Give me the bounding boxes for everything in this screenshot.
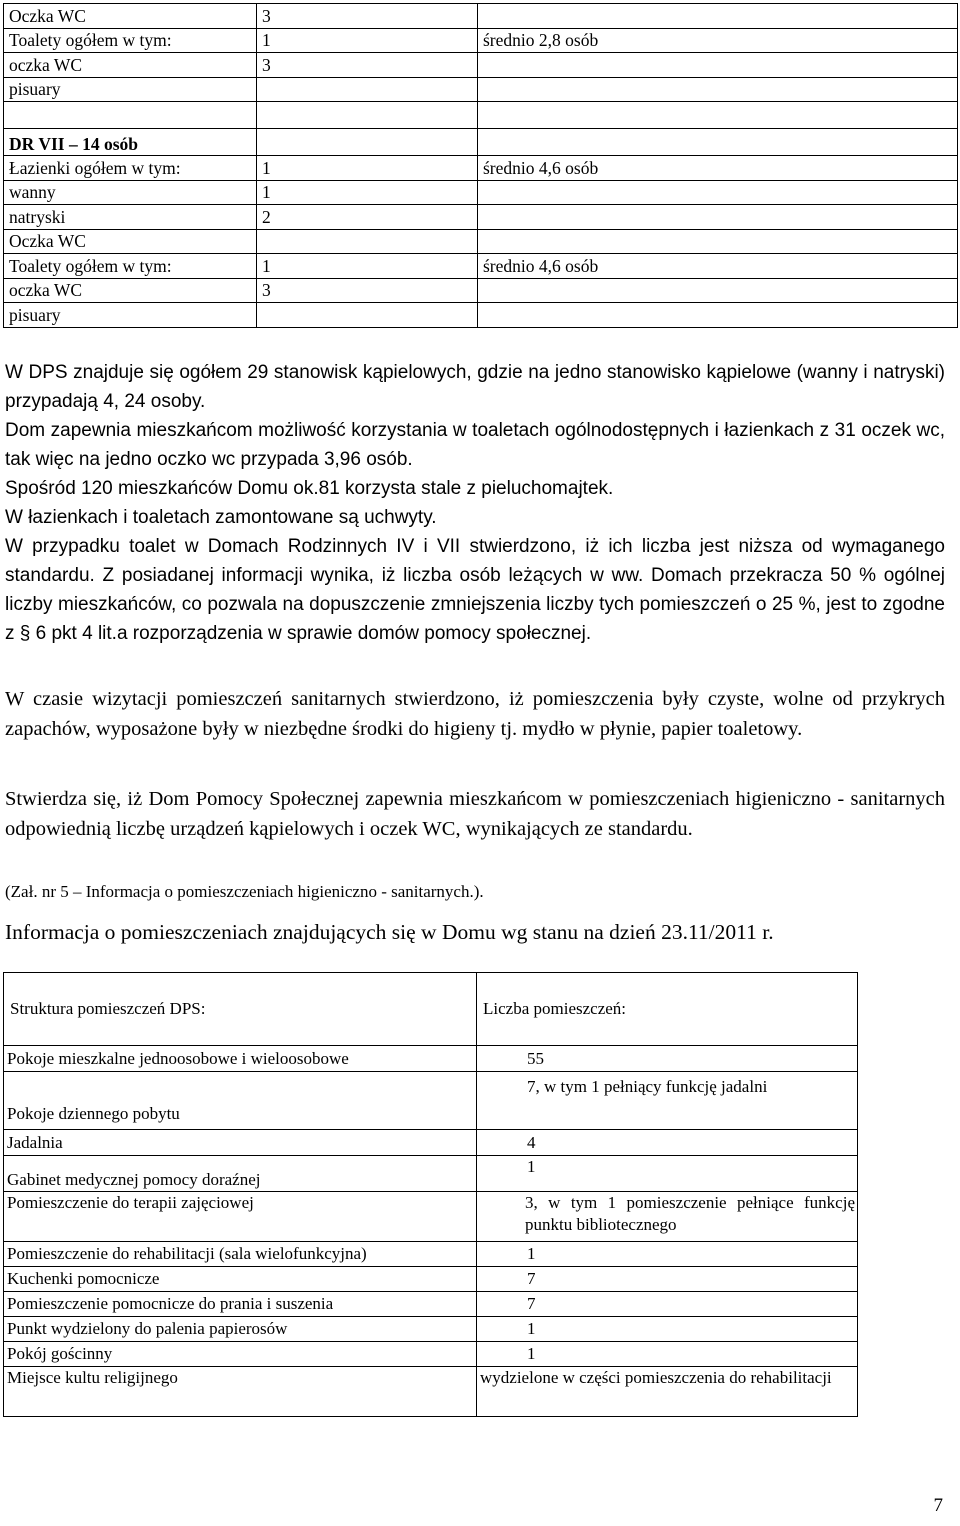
page-number: 7 xyxy=(933,1495,943,1516)
paragraph-wc-count: Dom zapewnia mieszkańcom możliwość korzystania w toaletach ogólnodostępnych i łazienkach z 31 oczek wc, tak więc na jedno oczko wc przypada 3,96 osób. xyxy=(5,420,945,470)
table-cell: średnio 4,6 osób xyxy=(478,156,958,181)
table-cell: średnio 2,8 osób xyxy=(478,28,958,53)
table-row xyxy=(4,1046,858,1072)
table-cell xyxy=(478,205,958,230)
table-cell: Pomieszczenie do terapii zajęciowej xyxy=(4,1192,477,1242)
toilet-statistics-table xyxy=(3,3,958,328)
table-cell xyxy=(478,129,958,156)
table-cell: 7, w tym 1 pełniący funkcję jadalni xyxy=(477,1072,858,1130)
table-cell: Pomieszczenie pomocnicze do prania i suszenia xyxy=(4,1292,477,1317)
table-row xyxy=(4,1367,858,1417)
table-row xyxy=(4,254,958,279)
table-cell: 1 xyxy=(257,254,478,279)
attachment-note: (Zał. nr 5 – Informacja o pomieszczeniach higieniczno - sanitarnych.). xyxy=(5,882,484,901)
table-cell: 7 xyxy=(477,1292,858,1317)
table-cell: 1 xyxy=(477,1242,858,1267)
table-cell xyxy=(477,1192,858,1242)
table-row xyxy=(4,1242,858,1267)
paragraph-conclusion: Stwierdza się, iż Dom Pomocy Społecznej zapewnia mieszkańcom w pomieszczeniach higieniczno - sanitarnych odpowiednią liczbę urządzeń kąpielowych i oczek WC, wynikających ze standardu. xyxy=(5,788,945,840)
table-cell xyxy=(477,1367,858,1417)
table-cell: Pokoje mieszkalne jednoosobowe i wieloosobowe xyxy=(4,1046,477,1072)
paragraph-handles: W łazienkach i toaletach zamontowane są uchwyty. xyxy=(5,507,437,528)
table-row xyxy=(4,77,958,102)
table-row xyxy=(4,4,958,29)
table-cell: Gabinet medycznej pomocy doraźnej xyxy=(4,1156,477,1192)
table-row xyxy=(4,1317,858,1342)
table-cell: Pomieszczenie do rehabilitacji (sala wielofunkcyjna) xyxy=(4,1242,477,1267)
table-cell: Oczka WC xyxy=(4,4,257,29)
table-cell: pisuary xyxy=(4,77,257,102)
table-cell: 1 xyxy=(257,28,478,53)
table-cell: Pokoje dziennego pobytu xyxy=(4,1072,477,1130)
table-cell: 3 xyxy=(257,278,478,303)
table-cell xyxy=(257,229,478,254)
table-cell: 3 xyxy=(257,53,478,78)
table-cell: Łazienki ogółem w tym: xyxy=(4,156,257,181)
table-cell: 1 xyxy=(257,180,478,205)
paragraph-diapers: Spośród 120 mieszkańców Domu ok.81 korzysta stale z pieluchomajtek. xyxy=(5,478,614,499)
table-cell xyxy=(257,77,478,102)
section-header-cell: DR VII – 14 osób xyxy=(4,129,257,156)
table-row xyxy=(4,278,958,303)
table-cell: oczka WC xyxy=(4,53,257,78)
table-header-row xyxy=(4,973,858,1046)
column-header: Liczba pomieszczeń: xyxy=(477,973,858,1046)
table-row xyxy=(4,102,958,129)
table-cell: 2 xyxy=(257,205,478,230)
table-cell: średnio 4,6 osób xyxy=(478,254,958,279)
table-cell xyxy=(257,129,478,156)
table-cell: pisuary xyxy=(4,303,257,328)
column-header: Struktura pomieszczeń DPS: xyxy=(4,973,477,1046)
table-cell xyxy=(478,180,958,205)
table-row xyxy=(4,303,958,328)
table-row xyxy=(4,28,958,53)
rooms-structure-table xyxy=(3,972,858,1417)
table-cell: natryski xyxy=(4,205,257,230)
table-row xyxy=(4,1156,858,1192)
table-row xyxy=(4,156,958,181)
table-cell xyxy=(478,278,958,303)
table-cell: Kuchenki pomocnicze xyxy=(4,1267,477,1292)
table-row xyxy=(4,180,958,205)
table-row xyxy=(4,1072,858,1130)
table-cell: 1 xyxy=(477,1156,858,1192)
paragraph-inspection: W czasie wizytacji pomieszczeń sanitarnych stwierdzono, iż pomieszczenia były czyste, wolne od przykrych zapachów, wyposażone były w niezbędne środki do higieny tj. mydło w płynie, papier toaletowy. xyxy=(5,688,945,740)
table-row xyxy=(4,1292,858,1317)
table-cell: Oczka WC xyxy=(4,229,257,254)
table-cell: Toalety ogółem w tym: xyxy=(4,254,257,279)
table-row xyxy=(4,229,958,254)
table-row xyxy=(4,53,958,78)
table-cell: wanny xyxy=(4,180,257,205)
table-cell: 3 xyxy=(257,4,478,29)
table-cell: 4 xyxy=(477,1130,858,1156)
table-row xyxy=(4,205,958,230)
table-cell xyxy=(257,102,478,129)
paragraph-bath-stations: W DPS znajduje się ogółem 29 stanowisk kąpielowych, gdzie na jedno stanowisko kąpielowe (wanny i natryski) przypadają 4, 24 osoby. xyxy=(5,362,945,412)
table-cell: Punkt wydzielony do palenia papierosów xyxy=(4,1317,477,1342)
table-row-section-header xyxy=(4,129,958,156)
table-cell: 55 xyxy=(477,1046,858,1072)
table-row xyxy=(4,1192,858,1242)
paragraph-standard: W przypadku toalet w Domach Rodzinnych IV i VII stwierdzono, iż ich liczba jest niższa od wymaganego standardu. Z posiadanej informacji wynika, iż liczba osób leżących w ww. Domach przekracza 50 % ogólnej liczby mieszkańców, co pozwala na dopuszczenie zmniejszenia liczby tych pomieszczeń o 25 %, jest to zgodne z § 6 pkt 4 lit.a rozporządzenia w sprawie domów pomocy społecznej. xyxy=(5,536,945,644)
table-cell xyxy=(478,229,958,254)
table-cell-text: 3, w tym 1 pomieszczenie pełniące funkcję punktu bibliotecznego xyxy=(525,1193,855,1234)
table-cell xyxy=(478,4,958,29)
table-cell xyxy=(257,303,478,328)
table-cell xyxy=(478,102,958,129)
table-cell: 7 xyxy=(477,1267,858,1292)
table-row xyxy=(4,1342,858,1367)
table-cell: Toalety ogółem w tym: xyxy=(4,28,257,53)
table-cell: Miejsce kultu religijnego xyxy=(4,1367,477,1417)
table-cell: 1 xyxy=(477,1342,858,1367)
table-cell xyxy=(4,102,257,129)
table-cell: oczka WC xyxy=(4,278,257,303)
table-cell xyxy=(478,53,958,78)
section-heading: Informacja o pomieszczeniach znajdujących się w Domu wg stanu na dzień 23.11/2011 r. xyxy=(5,920,774,944)
table-row xyxy=(4,1130,858,1156)
table-cell xyxy=(478,303,958,328)
table-row xyxy=(4,1267,858,1292)
table-cell: 1 xyxy=(477,1317,858,1342)
table-cell xyxy=(478,77,958,102)
table-cell: 1 xyxy=(257,156,478,181)
table-cell: Jadalnia xyxy=(4,1130,477,1156)
table-cell: Pokój gościnny xyxy=(4,1342,477,1367)
table-cell-text: wydzielone w części pomieszczenia do rehabilitacji xyxy=(480,1368,832,1387)
